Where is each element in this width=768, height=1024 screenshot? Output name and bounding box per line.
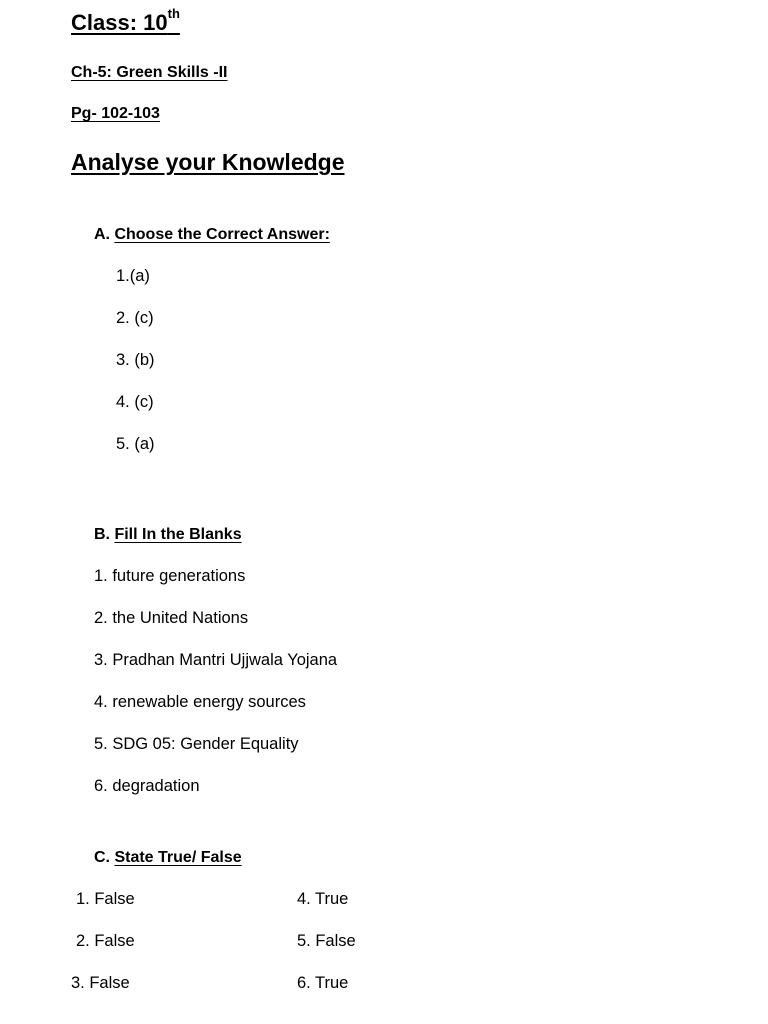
list-item: 1.(a) [116, 267, 150, 285]
list-item: 2. the United Nations [94, 609, 249, 627]
list-item: 6. degradation [94, 777, 200, 795]
list-item: 1. future generations [94, 567, 246, 585]
list-item: 5. (a) [116, 435, 155, 453]
list-item: 3. False [71, 974, 130, 992]
list-item: 5. SDG 05: Gender Equality [94, 735, 299, 753]
list-item: 6. True [297, 974, 349, 992]
list-item: 4. True [297, 890, 349, 908]
section-a-letter: A. [94, 226, 110, 243]
list-item: 1. False [76, 890, 135, 908]
chapter-title: Ch-5: Green Skills -II [71, 64, 228, 81]
section-a-title: Choose the Correct Answer: [114, 226, 330, 243]
list-item: 2. False [76, 932, 135, 950]
section-b-heading [94, 526, 242, 544]
main-heading: Analyse your Knowledge [71, 149, 345, 175]
list-item: 3. Pradhan Mantri Ujjwala Yojana [94, 651, 338, 669]
list-item: 5. False [297, 932, 356, 950]
page-range: Pg- 102-103 [71, 105, 160, 122]
section-b-letter: B. [94, 526, 110, 543]
class-superscript: th [167, 6, 180, 21]
section-b-title: Fill In the Blanks [114, 526, 242, 543]
class-label: Class: 10 [71, 10, 168, 35]
list-item: 3. (b) [116, 351, 155, 369]
list-item: 4. renewable energy sources [94, 693, 306, 711]
section-c-heading [94, 849, 242, 867]
section-c-letter: C. [94, 849, 110, 866]
list-item: 2. (c) [116, 309, 154, 327]
list-item: 4. (c) [116, 393, 154, 411]
class-title [71, 6, 180, 36]
section-a-heading [94, 226, 330, 244]
section-c-title: State True/ False [114, 849, 242, 866]
